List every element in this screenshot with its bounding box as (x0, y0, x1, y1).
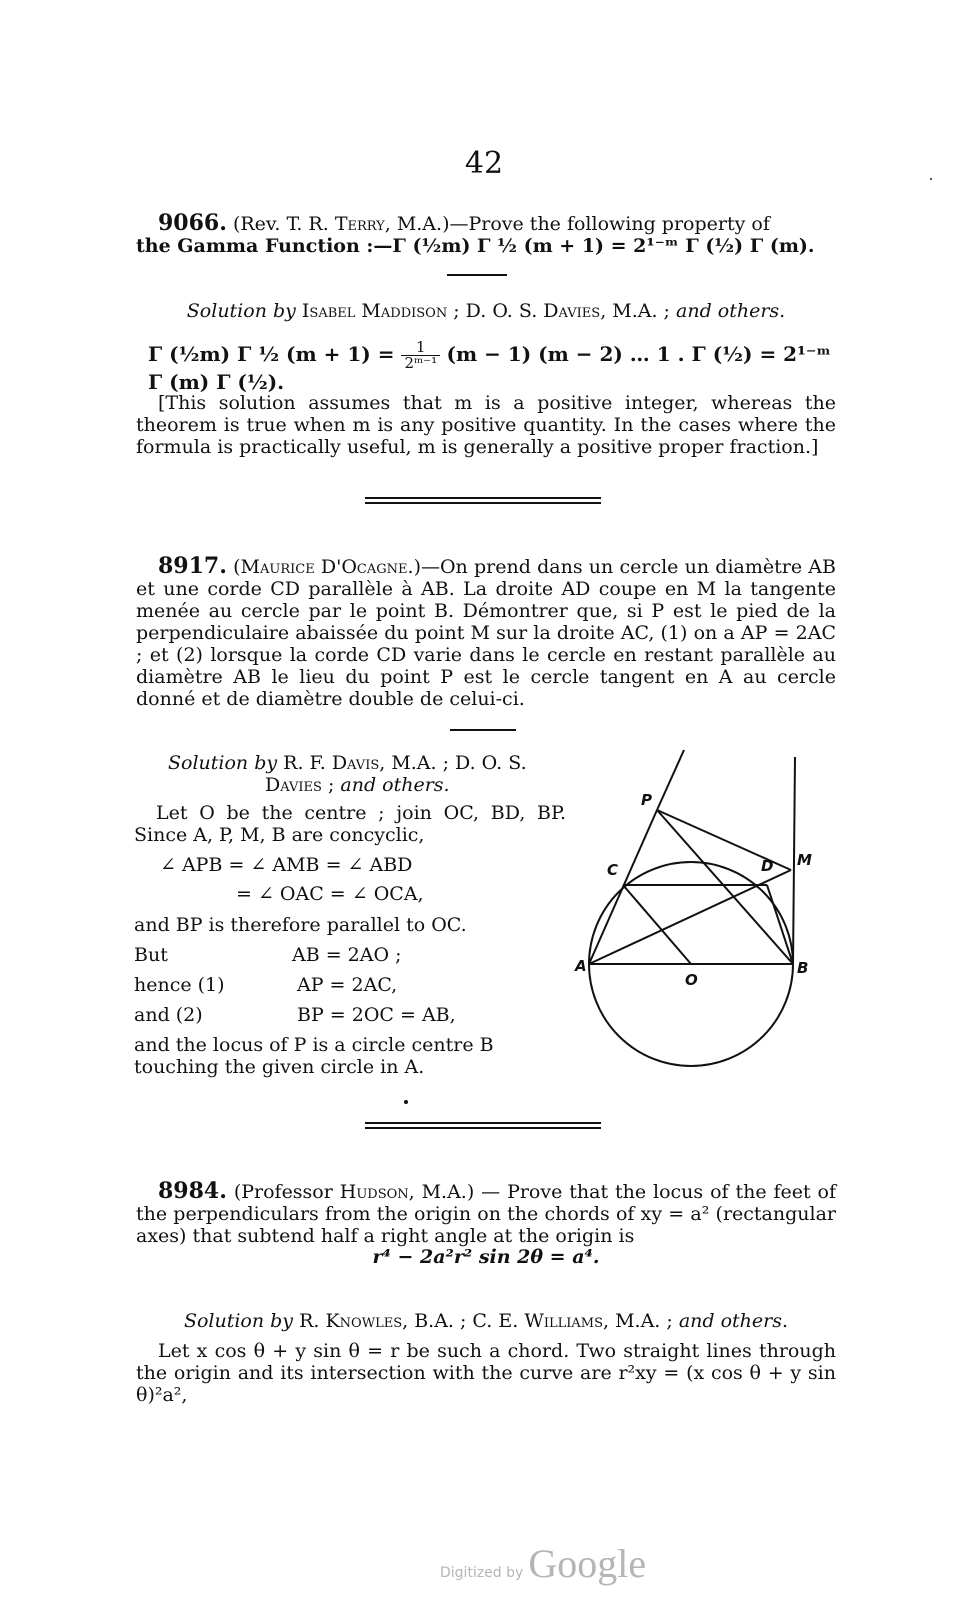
google-logo: Google (528, 1541, 647, 1586)
scan-speck (930, 178, 932, 180)
line-p-extension (657, 750, 684, 810)
solver-name: Davies (543, 300, 601, 322)
label-p: P (641, 791, 652, 809)
solver-separator: ; D. O. S. (447, 300, 544, 322)
solver-name: Isabel Maddison (301, 300, 448, 322)
line-bd (767, 885, 793, 964)
line-acp (589, 810, 657, 964)
line-oc (623, 885, 691, 964)
tangent-at-b (793, 757, 795, 964)
solver-suffix: ; (321, 774, 341, 796)
formula-right: (m − 1) (m − 2) … 1 . Γ (½) = 2¹⁻ᵐ Γ (m) Γ (½). (148, 342, 831, 394)
solution-credit-8984 (136, 1310, 836, 1332)
label-b: B (797, 959, 809, 977)
question-text: , M.A.) — Prove that the locus of the feet of the perpendiculars from the origin on the chords of xy = a² (rectangular axes) that subtend half a right angle at the origin is (136, 1181, 837, 1247)
proposer-name: Maurice D'Ocagne (240, 556, 408, 578)
solution-label: Solution by (168, 752, 278, 774)
question-number: 8917. (158, 553, 227, 579)
solver-name: Knowles (325, 1310, 403, 1332)
ink-dot (404, 1100, 408, 1104)
solver-suffix: , M.A. ; (600, 300, 677, 322)
angle-equation-2: = ∠ OAC = ∠ OCA, (236, 883, 424, 905)
solver-prefix: R. F. (283, 752, 332, 774)
question-8984 (136, 1180, 836, 1247)
solver-suffix: , M.A. ; (603, 1310, 679, 1332)
digitized-watermark (440, 1540, 646, 1587)
question-number: 9066. (158, 210, 227, 236)
solution-body-8984 (136, 1340, 836, 1406)
step-label: hence (1) (134, 974, 225, 996)
section-divider (365, 497, 601, 504)
proof-intro (134, 802, 566, 846)
question-number: 8984. (158, 1178, 227, 1204)
conclusion (134, 1034, 566, 1078)
solver-prefix: R. (299, 1310, 326, 1332)
solver-name: Williams (524, 1310, 603, 1332)
solution-credit-8917 (168, 752, 568, 774)
step-label: But (134, 944, 168, 966)
page-number: 42 (464, 146, 504, 181)
locus-formula: r⁴ − 2a²r² sin 2θ = a⁴. (372, 1246, 600, 1268)
fraction (401, 340, 440, 371)
proposer-prefix: (Professor (233, 1181, 340, 1203)
angle-equation-1: ∠ APB = ∠ AMB = ∠ ABD (160, 854, 413, 876)
solver-name: Davis (331, 752, 380, 774)
and-others: and others. (678, 1310, 789, 1332)
question-9066 (136, 212, 836, 257)
step-equation: BP = 2OC = AB, (297, 1004, 456, 1026)
solution-body-text: Let x cos θ + y sin θ = r be such a chord. Two straight lines through the origin and its intersection with the curve are r²xy = (x cos θ + y sin θ)²a², (136, 1340, 836, 1406)
proposer-name: Terry (334, 213, 385, 235)
step-label: and (2) (134, 1004, 203, 1026)
line-bp (657, 810, 793, 964)
geometry-figure (575, 745, 845, 1075)
conclusion-text: and the locus of P is a circle centre B touching the given circle in A. (134, 1034, 494, 1078)
note-text: [This solution assumes that m is a positive integer, whereas the theorem is true when m is any positive quantity. In the cases where the formula is practically useful, m is generally a positive proper fraction.] (136, 392, 836, 458)
section-divider (365, 1122, 601, 1129)
question-text: .)—On prend dans un cercle un diamètre AB et une corde CD parallèle à AB. La droite AD coupe en M la tangente menée au cercle par le point B. Démontrer que, si P est le pied de la perpendiculaire abaissée du point M sur la droite AC, (1) on a AP = 2AC ; et (2) lorsque la corde CD varie dans le cercle en restant parallèle au diamètre AB le lieu du point P est le cercle tangent en A au cercle donné et de diamètre double de celui-ci. (136, 556, 836, 710)
proposer-prefix: ( (233, 556, 241, 578)
step-equation: AB = 2AO ; (292, 944, 402, 966)
proof-intro-text: Let O be the centre ; join OC, BD, BP. Since A, P, M, B are concyclic, (134, 802, 566, 846)
question-text: , M.A.)—Prove the following property of (384, 213, 770, 235)
fraction-numerator: 1 (401, 340, 440, 356)
label-a: A (575, 957, 587, 975)
solution-credit-9066 (136, 300, 836, 322)
fraction-denominator: 2ᵐ⁻¹ (404, 354, 438, 372)
solver-suffix: , B.A. ; C. E. (402, 1310, 525, 1332)
solution-note-9066 (136, 392, 836, 458)
question-formula: the Gamma Function :—Γ (½m) Γ ½ (m + 1) = 2¹⁻ᵐ Γ (½) Γ (m). (136, 235, 815, 257)
and-others: and others. (340, 774, 450, 796)
label-o: O (685, 971, 698, 989)
label-m: M (797, 851, 812, 869)
watermark-prefix: Digitized by (440, 1565, 524, 1581)
solution-label: Solution by (186, 300, 296, 322)
short-rule (447, 274, 507, 276)
solution-credit-8917-line2 (265, 774, 450, 796)
question-8917 (136, 555, 836, 710)
proposer-prefix: (Rev. T. R. (232, 213, 335, 235)
step-equation: AP = 2AC, (297, 974, 398, 996)
proposer-name: Hudson (339, 1181, 409, 1203)
parallel-statement: and BP is therefore parallel to OC. (134, 914, 467, 936)
label-c: C (607, 861, 619, 879)
label-d: D (761, 857, 774, 875)
short-rule (450, 729, 516, 731)
solver-suffix: , M.A. ; D. O. S. (379, 752, 527, 774)
solution-label: Solution by (183, 1310, 294, 1332)
and-others: and others. (676, 300, 786, 322)
solver-name: Davies (265, 774, 322, 796)
formula-left: Γ (½m) Γ ½ (m + 1) = (148, 342, 402, 366)
solution-formula-9066 (148, 340, 848, 393)
